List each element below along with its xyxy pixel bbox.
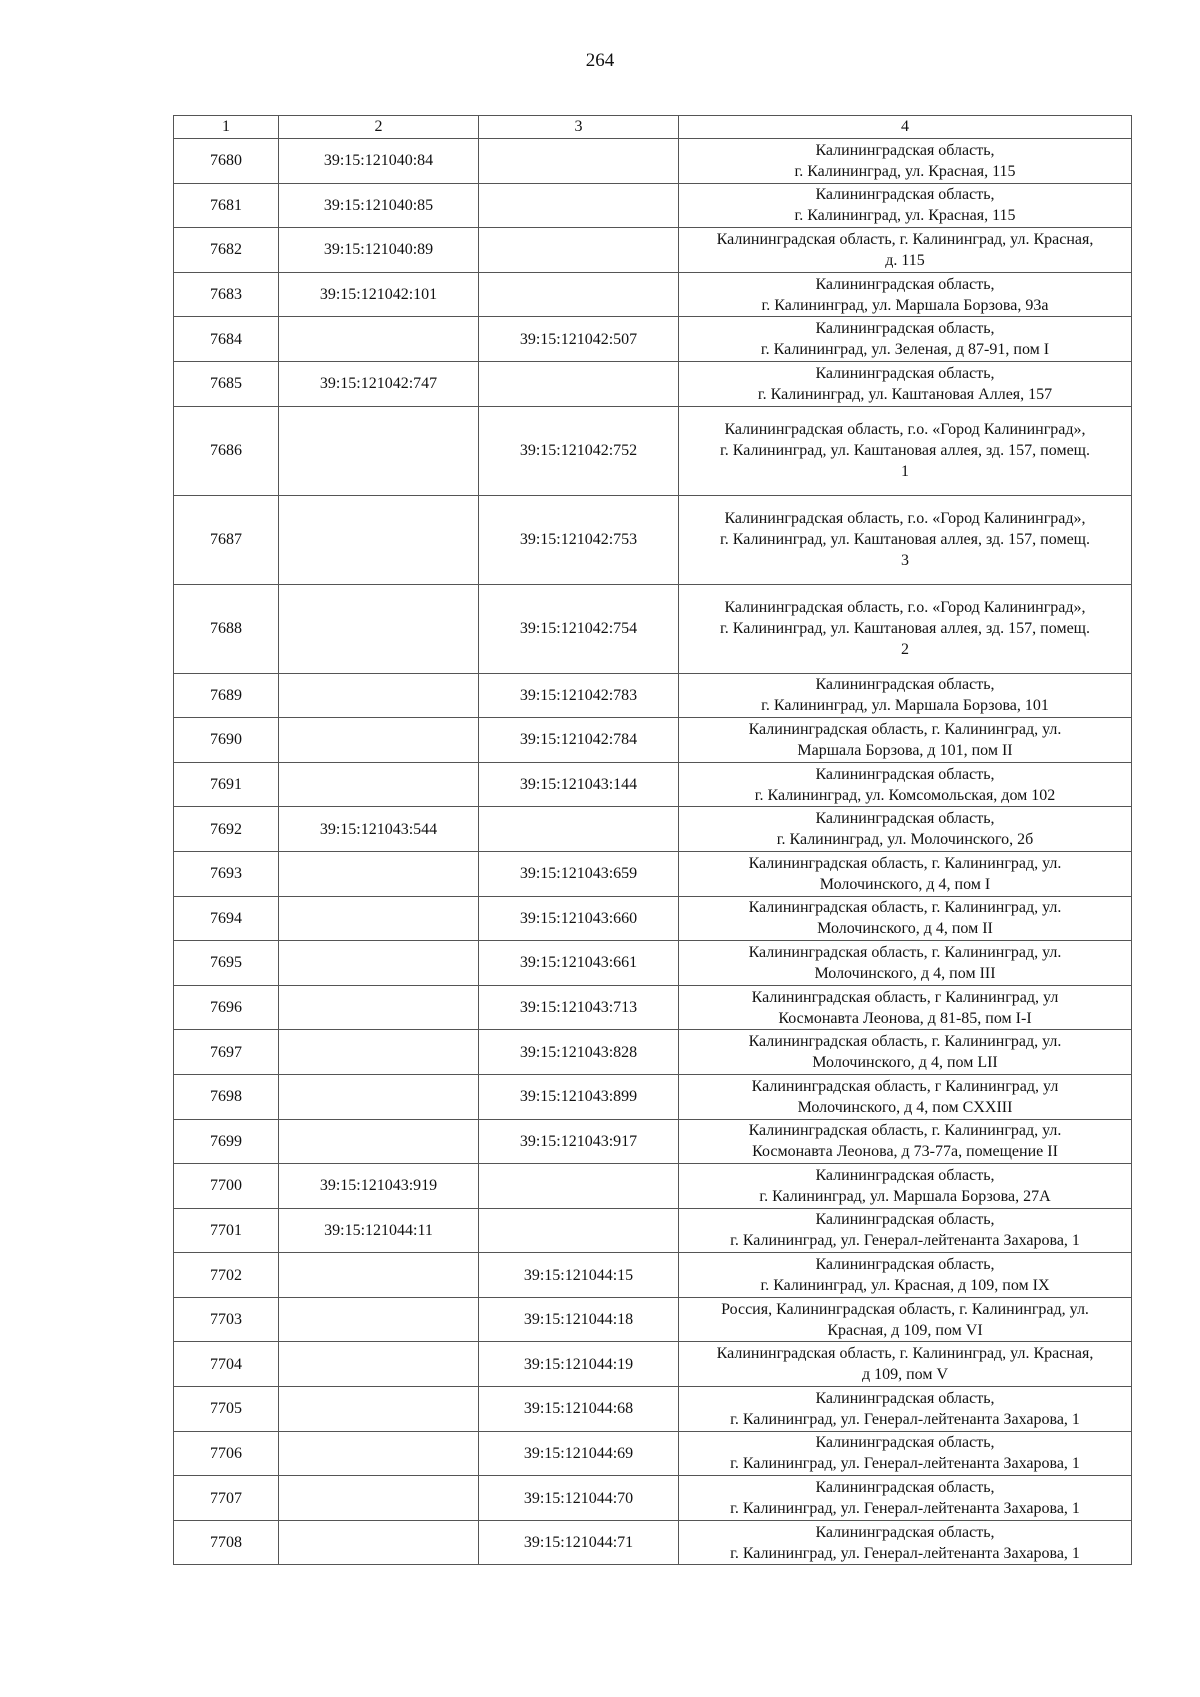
address-cell: Калининградская область, г Калининград, ул Космонавта Леонова, д 81-85, пом I-I xyxy=(679,985,1132,1030)
row-number-cell: 7688 xyxy=(174,584,279,673)
table-row xyxy=(174,718,1132,763)
cadastral-number-cell xyxy=(279,985,479,1030)
registry-table xyxy=(173,115,1132,1565)
row-number-cell: 7708 xyxy=(174,1520,279,1565)
table-body xyxy=(174,139,1132,1565)
address-cell: Калининградская область, г. Калининград, ул. Генерал-лейтенанта Захарова, 1 xyxy=(679,1520,1132,1565)
cadastral-number-cell: 39:15:121044:15 xyxy=(479,1253,679,1298)
cadastral-number-cell: 39:15:121043:828 xyxy=(479,1030,679,1075)
cadastral-number-cell: 39:15:121043:917 xyxy=(479,1119,679,1164)
cadastral-number-cell xyxy=(279,1074,479,1119)
table-row xyxy=(174,896,1132,941)
cadastral-number-cell xyxy=(279,1476,479,1521)
row-number-cell: 7694 xyxy=(174,896,279,941)
cadastral-number-cell: 39:15:121042:783 xyxy=(479,673,679,718)
cadastral-number-cell: 39:15:121040:89 xyxy=(279,228,479,273)
address-cell: Калининградская область, г. Калининград, ул. Генерал-лейтенанта Захарова, 1 xyxy=(679,1476,1132,1521)
cadastral-number-cell: 39:15:121044:71 xyxy=(479,1520,679,1565)
row-number-cell: 7682 xyxy=(174,228,279,273)
row-number-cell: 7707 xyxy=(174,1476,279,1521)
cadastral-number-cell: 39:15:121044:11 xyxy=(279,1208,479,1253)
table-row xyxy=(174,1297,1132,1342)
address-cell: Калининградская область, г. Калининград, ул. Маршала Борзова, 101 xyxy=(679,673,1132,718)
table-row xyxy=(174,1520,1132,1565)
address-cell: Калининградская область, г. Калининград, ул. Маршала Борзова, 27А xyxy=(679,1164,1132,1209)
cadastral-number-cell: 39:15:121042:507 xyxy=(479,317,679,362)
cadastral-number-cell xyxy=(279,1030,479,1075)
cadastral-number-cell: 39:15:121044:69 xyxy=(479,1431,679,1476)
address-cell: Калининградская область, г. Калининград, ул. Красная, 115 xyxy=(679,139,1132,184)
cadastral-number-cell xyxy=(279,1387,479,1432)
cadastral-number-cell: 39:15:121043:659 xyxy=(479,851,679,896)
cadastral-number-cell: 39:15:121043:661 xyxy=(479,941,679,986)
address-cell: Калининградская область, г. Калининград, ул. Генерал-лейтенанта Захарова, 1 xyxy=(679,1431,1132,1476)
table-row xyxy=(174,1208,1132,1253)
table-row xyxy=(174,1476,1132,1521)
address-cell: Калининградская область, г. Калининград, ул. Красная, д 109, пом IX xyxy=(679,1253,1132,1298)
address-cell: Калининградская область, г. Калининград, ул. Красная, д. 115 xyxy=(679,228,1132,273)
address-cell: Калининградская область, г. Калининград, ул. Молочинского, д 4, пом II xyxy=(679,896,1132,941)
row-number-cell: 7698 xyxy=(174,1074,279,1119)
column-header: 2 xyxy=(279,116,479,139)
address-cell: Калининградская область, г. Калининград, ул. Космонавта Леонова, д 73-77а, помещение II xyxy=(679,1119,1132,1164)
table-row xyxy=(174,985,1132,1030)
table-row xyxy=(174,406,1132,495)
table-row xyxy=(174,762,1132,807)
page-number: 264 xyxy=(585,50,615,71)
row-number-cell: 7692 xyxy=(174,807,279,852)
column-header: 1 xyxy=(174,116,279,139)
row-number-cell: 7687 xyxy=(174,495,279,584)
row-number-cell: 7690 xyxy=(174,718,279,763)
cadastral-number-cell xyxy=(279,673,479,718)
address-cell: Калининградская область, г.о. «Город Калининград», г. Калининград, ул. Каштановая аллея, зд. 157, помещ. 1 xyxy=(679,406,1132,495)
address-cell: Калининградская область, г. Калининград, ул. Красная, д 109, пом V xyxy=(679,1342,1132,1387)
cadastral-number-cell: 39:15:121040:85 xyxy=(279,183,479,228)
address-cell: Калининградская область, г. Калининград, ул. Красная, 115 xyxy=(679,183,1132,228)
cadastral-number-cell: 39:15:121044:68 xyxy=(479,1387,679,1432)
address-cell: Калининградская область, г Калининград, ул Молочинского, д 4, пом CXXIII xyxy=(679,1074,1132,1119)
address-cell: Россия, Калининградская область, г. Калининград, ул. Красная, д 109, пом VI xyxy=(679,1297,1132,1342)
cadastral-number-cell xyxy=(279,584,479,673)
cadastral-number-cell xyxy=(279,718,479,763)
cadastral-number-cell: 39:15:121043:144 xyxy=(479,762,679,807)
cadastral-number-cell: 39:15:121044:70 xyxy=(479,1476,679,1521)
cadastral-number-cell: 39:15:121040:84 xyxy=(279,139,479,184)
address-cell: Калининградская область, г.о. «Город Калининград», г. Калининград, ул. Каштановая аллея, зд. 157, помещ. 3 xyxy=(679,495,1132,584)
column-header: 3 xyxy=(479,116,679,139)
table-row xyxy=(174,1030,1132,1075)
table-row xyxy=(174,941,1132,986)
cadastral-number-cell xyxy=(279,1297,479,1342)
row-number-cell: 7695 xyxy=(174,941,279,986)
cadastral-number-cell xyxy=(279,851,479,896)
table-row xyxy=(174,228,1132,273)
table-row xyxy=(174,584,1132,673)
cadastral-number-cell: 39:15:121043:899 xyxy=(479,1074,679,1119)
table-row xyxy=(174,1164,1132,1209)
cadastral-number-cell: 39:15:121042:752 xyxy=(479,406,679,495)
cadastral-number-cell: 39:15:121042:784 xyxy=(479,718,679,763)
cadastral-number-cell: 39:15:121042:754 xyxy=(479,584,679,673)
table-row xyxy=(174,272,1132,317)
row-number-cell: 7703 xyxy=(174,1297,279,1342)
table-row xyxy=(174,1342,1132,1387)
row-number-cell: 7686 xyxy=(174,406,279,495)
cadastral-number-cell xyxy=(479,183,679,228)
cadastral-number-cell xyxy=(279,406,479,495)
cadastral-number-cell: 39:15:121043:660 xyxy=(479,896,679,941)
row-number-cell: 7696 xyxy=(174,985,279,1030)
cadastral-number-cell xyxy=(479,807,679,852)
table-row xyxy=(174,1431,1132,1476)
table-header-row xyxy=(174,116,1132,139)
row-number-cell: 7685 xyxy=(174,361,279,406)
row-number-cell: 7705 xyxy=(174,1387,279,1432)
row-number-cell: 7706 xyxy=(174,1431,279,1476)
address-cell: Калининградская область, г. Калининград, ул. Маршала Борзова, д 101, пом II xyxy=(679,718,1132,763)
row-number-cell: 7689 xyxy=(174,673,279,718)
cadastral-number-cell xyxy=(279,495,479,584)
cadastral-number-cell: 39:15:121043:713 xyxy=(479,985,679,1030)
cadastral-number-cell: 39:15:121042:753 xyxy=(479,495,679,584)
cadastral-number-cell: 39:15:121044:18 xyxy=(479,1297,679,1342)
table-row xyxy=(174,1387,1132,1432)
row-number-cell: 7697 xyxy=(174,1030,279,1075)
row-number-cell: 7704 xyxy=(174,1342,279,1387)
cadastral-number-cell xyxy=(279,896,479,941)
cadastral-number-cell: 39:15:121044:19 xyxy=(479,1342,679,1387)
address-cell: Калининградская область, г. Калининград, ул. Молочинского, д 4, пом LII xyxy=(679,1030,1132,1075)
table-row xyxy=(174,495,1132,584)
address-cell: Калининградская область, г. Калининград, ул. Молочинского, д 4, пом III xyxy=(679,941,1132,986)
cadastral-number-cell xyxy=(279,1253,479,1298)
row-number-cell: 7680 xyxy=(174,139,279,184)
cadastral-number-cell xyxy=(479,1208,679,1253)
cadastral-number-cell xyxy=(279,762,479,807)
row-number-cell: 7699 xyxy=(174,1119,279,1164)
column-header: 4 xyxy=(679,116,1132,139)
cadastral-number-cell xyxy=(279,317,479,362)
table-row xyxy=(174,139,1132,184)
row-number-cell: 7701 xyxy=(174,1208,279,1253)
table-row xyxy=(174,851,1132,896)
address-cell: Калининградская область, г.о. «Город Калининград», г. Калининград, ул. Каштановая аллея, зд. 157, помещ. 2 xyxy=(679,584,1132,673)
table-row xyxy=(174,1253,1132,1298)
cadastral-number-cell xyxy=(479,228,679,273)
cadastral-number-cell xyxy=(279,1342,479,1387)
cadastral-number-cell: 39:15:121043:544 xyxy=(279,807,479,852)
cadastral-number-cell xyxy=(279,1431,479,1476)
cadastral-number-cell xyxy=(279,941,479,986)
table-row xyxy=(174,1074,1132,1119)
table-row xyxy=(174,807,1132,852)
table-row xyxy=(174,361,1132,406)
cadastral-number-cell: 39:15:121042:747 xyxy=(279,361,479,406)
cadastral-number-cell xyxy=(279,1119,479,1164)
address-cell: Калининградская область, г. Калининград, ул. Молочинского, 2б xyxy=(679,807,1132,852)
cadastral-number-cell xyxy=(479,272,679,317)
address-cell: Калининградская область, г. Калининград, ул. Зеленая, д 87-91, пом I xyxy=(679,317,1132,362)
cadastral-number-cell: 39:15:121042:101 xyxy=(279,272,479,317)
cadastral-number-cell xyxy=(479,361,679,406)
row-number-cell: 7700 xyxy=(174,1164,279,1209)
row-number-cell: 7684 xyxy=(174,317,279,362)
cadastral-number-cell: 39:15:121043:919 xyxy=(279,1164,479,1209)
address-cell: Калининградская область, г. Калининград, ул. Маршала Борзова, 93а xyxy=(679,272,1132,317)
row-number-cell: 7702 xyxy=(174,1253,279,1298)
row-number-cell: 7681 xyxy=(174,183,279,228)
table-row xyxy=(174,317,1132,362)
cadastral-number-cell xyxy=(479,1164,679,1209)
table-row xyxy=(174,1119,1132,1164)
cadastral-number-cell xyxy=(279,1520,479,1565)
row-number-cell: 7693 xyxy=(174,851,279,896)
row-number-cell: 7683 xyxy=(174,272,279,317)
address-cell: Калининградская область, г. Калининград, ул. Генерал-лейтенанта Захарова, 1 xyxy=(679,1208,1132,1253)
cadastral-number-cell xyxy=(479,139,679,184)
table-row xyxy=(174,183,1132,228)
row-number-cell: 7691 xyxy=(174,762,279,807)
address-cell: Калининградская область, г. Калининград, ул. Комсомольская, дом 102 xyxy=(679,762,1132,807)
address-cell: Калининградская область, г. Калининград, ул. Генерал-лейтенанта Захарова, 1 xyxy=(679,1387,1132,1432)
table-row xyxy=(174,673,1132,718)
address-cell: Калининградская область, г. Калининград, ул. Каштановая Аллея, 157 xyxy=(679,361,1132,406)
address-cell: Калининградская область, г. Калининград, ул. Молочинского, д 4, пом I xyxy=(679,851,1132,896)
